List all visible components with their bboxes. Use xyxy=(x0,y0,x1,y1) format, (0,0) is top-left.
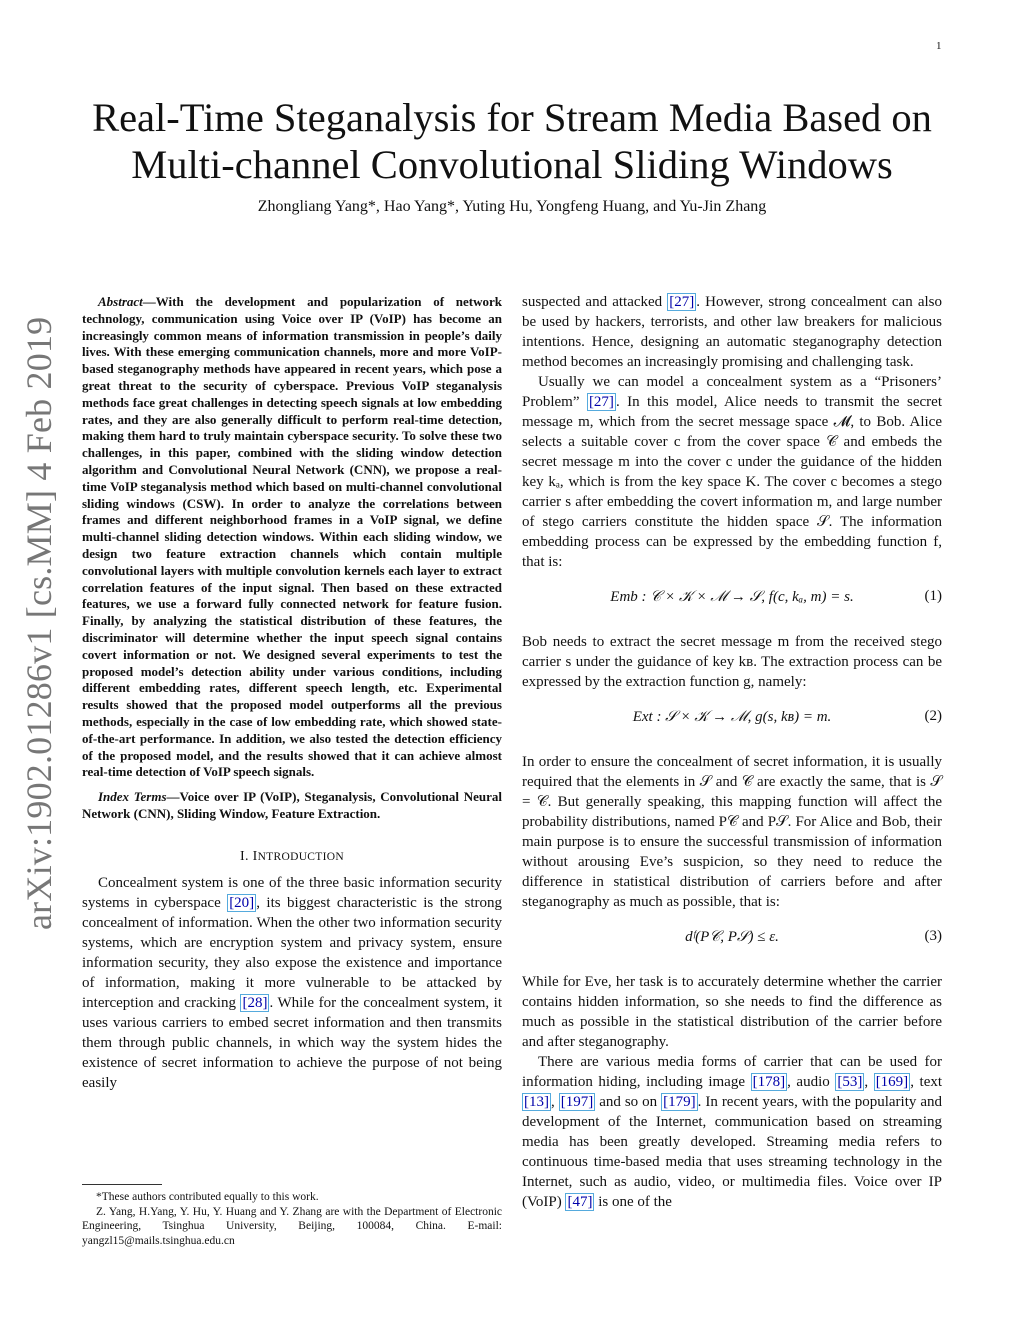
equation xyxy=(522,708,942,734)
citation-link[interactable]: [47] xyxy=(567,1194,593,1210)
index-terms-text: —Voice over IP (VoIP), Steganalysis, Convolutional Neural Network (CNN), Sliding Window, Feature Extraction. xyxy=(82,789,503,821)
citation-link[interactable]: [53] xyxy=(837,1074,863,1090)
left-column xyxy=(82,294,502,1093)
title-line: Multi-channel Convolutional Sliding Windows xyxy=(131,142,893,187)
body-paragraph: In order to ensure the concealment of secret information, it is usually required that the elements in 𝒮 and 𝒞 are exactly the same, that is 𝒮 = 𝒞. But generally speaking, this mapping function will affect the probability distributions, named P𝒞 and P𝒮. For Alice and Bob, their main purpose is to ensure the successful transmission of information without arousing Eve’s suspicion, so they need to reduce the difference in statistical distribution of carriers before and after steganography as much as possible, that is: xyxy=(522,754,942,910)
footnotes xyxy=(82,1190,502,1248)
equation xyxy=(522,928,942,954)
footnote: Z. Yang, H.Yang, Y. Hu, Y. Huang and Y. Zhang are with the Department of Electronic Engineering, Tsinghua University, Beijing, 100084, China. E-mail: yangzl15@mails.tsinghua.edu.cn xyxy=(82,1205,502,1247)
equation-number: (1) xyxy=(924,588,942,604)
body-paragraph: suspected and attacked [27] . However, strong concealment can also be used by hackers, terrorists, and other law breakers for malicious intentions. Hence, designing an automatic steganography detection method becomes an increasingly promising and challenging task. xyxy=(522,294,942,370)
intro-paragraph: Concealment system is one of the three basic information security systems in cyberspace [20] , its biggest characteristic is the strong concealment of information. When the other two information security systems, which are encryption system and privacy system, ensure information security, they also expose the existence and importance of information, making it more vulnerable to be attacked by interception and cracking [28] . While for the concealment system, it uses various carriers to embed secret information and then transmits them through public channels, in which way the system hides the existence of secret information to achieve the purpose of not being easily xyxy=(82,874,502,1091)
equation-expression: Emb : 𝒞 × 𝒦 × ℳ → 𝒮, f(c, kₐ, m) = s. xyxy=(610,589,854,605)
citation-link[interactable]: [28] xyxy=(242,994,268,1011)
citation-link[interactable]: [13] xyxy=(524,1094,549,1110)
equation-expression: Ext : 𝒮 × 𝒦 → ℳ, g(s, kʙ) = m. xyxy=(632,709,832,725)
abstract-text: —With the development and popularization of network technology, communication using Voice over IP (VoIP) has become an increasingly common means of information transmission in people’s daily lives. With these emerging communication channels, more and more VoIP-based steganography methods have appeared in recent years, which pose a great threat to the security of cyberspace. Previous VoIP steganalysis methods face great challenges in detecting speech signals at low embedding rates, and they are also generally difficult to perform real-time detection, making them hard to truly maintain cyberspace security. To solve these two challenges, in this paper, combined with the sliding window detection algorithm and Convolutional Neural Network (CNN), we propose a real-time VoIP steganalysis method which based on multi-channel convolutional sliding windows (CSW). In order to analyze the correlations between frames and different neighborhood frames in a VoIP signal, we define multi-channel sliding detection windows. Within each sliding window, we design two feature extraction channels which contain multiple convolutional layers with multiple convolution kernels each layer to extract correlation features of the input signal. Then based on these extracted features, we use a forward fully connected network for feature fusion. Finally, by analyzing the statistical distribution of these features, the discriminator will determine whether the input speech signal contains covert information or not. We designed several experiments to test the proposed model’s detection ability under various conditions, including different embedding rates, different speech length, etc. Experimental results showed that the proposed model outperforms all the previous methods, especially in the case of low embedding rate, which showed state-of-the-art performance. In addition, we also tested the detection efficiency of the proposed model, and the results showed that it can achieve almost real-time detection of VoIP speech signals. xyxy=(82,294,502,780)
footnote: *These authors contributed equally to this work. xyxy=(96,1191,319,1203)
citation-link[interactable]: [179] xyxy=(663,1094,696,1110)
equation xyxy=(522,588,942,614)
section-heading: I. INTRODUCTION xyxy=(240,848,344,864)
equation-number: (2) xyxy=(924,708,942,724)
author-list: Zhongliang Yang*, Hao Yang*, Yuting Hu, Yongfeng Huang, and Yu-Jin Zhang xyxy=(257,198,767,215)
page-number: 1 xyxy=(936,40,942,52)
index-terms-lead: Index Terms xyxy=(98,789,167,805)
body-paragraph: Bob needs to extract the secret message m from the received stego carrier s under the guidance of key kʙ. The extraction process can be expressed by the extraction function g, namely: xyxy=(522,634,942,690)
abstract-lead: Abstract xyxy=(98,294,143,309)
index-terms xyxy=(82,789,502,823)
body-paragraph: While for Eve, her task is to accurately determine whether the carrier contains hidden information, so she needs to find the difference as much as possible in the statistical distribution of the carrier before and after steganography. xyxy=(522,974,942,1050)
citation-link[interactable]: [178] xyxy=(752,1074,786,1090)
citation-link[interactable]: [197] xyxy=(560,1094,594,1110)
body-paragraph: There are various media forms of carrier that can be used for information hiding, including image [178] , audio [53] , [169] , text [13] , [197] and so on [179] . In recent years, with the popularity and development of the Internet, communication based on streaming media has been greatly developed. Streaming media refers to continuous time-based media that uses streaming technology in the Internet, such as audio, video, or multimedia files. Voice over IP (VoIP) [47] is one of the xyxy=(522,1054,943,1210)
abstract xyxy=(82,294,502,781)
right-column xyxy=(522,292,942,1212)
citation-link[interactable]: [27] xyxy=(588,394,614,410)
footnote-rule xyxy=(82,1184,162,1185)
citation-link[interactable]: [169] xyxy=(875,1074,909,1090)
equation-expression: dᶠ(P𝒞, P𝒮) ≤ ε. xyxy=(685,929,779,945)
title-line: Real-Time Steganalysis for Stream Media Based on xyxy=(92,95,932,140)
body-paragraph: Usually we can model a concealment system as a “Prisoners’ Problem” [27] . In this model, Alice needs to transmit the secret message m, which from the secret message space 𝓜, to Bob. Alice selects a suitable cover c from the cover space 𝒞 and embeds the secret message m into the cover c under the guidance of the hidden key kₐ, which is from the key space K. The cover c becomes a stego carrier s after embedding the covert information m, and large number of stego carriers constitute the hidden space 𝒮. The information embedding process can be expressed by the embedding function f, that is: xyxy=(522,374,942,570)
paper-title xyxy=(60,94,964,188)
equation-number: (3) xyxy=(924,928,942,944)
citation-link[interactable]: [20] xyxy=(229,894,255,911)
citation-link[interactable]: [27] xyxy=(669,294,695,310)
arxiv-stamp[interactable]: arXiv:1902.01286v1 [cs.MM] 4 Feb 2019 xyxy=(19,316,59,930)
